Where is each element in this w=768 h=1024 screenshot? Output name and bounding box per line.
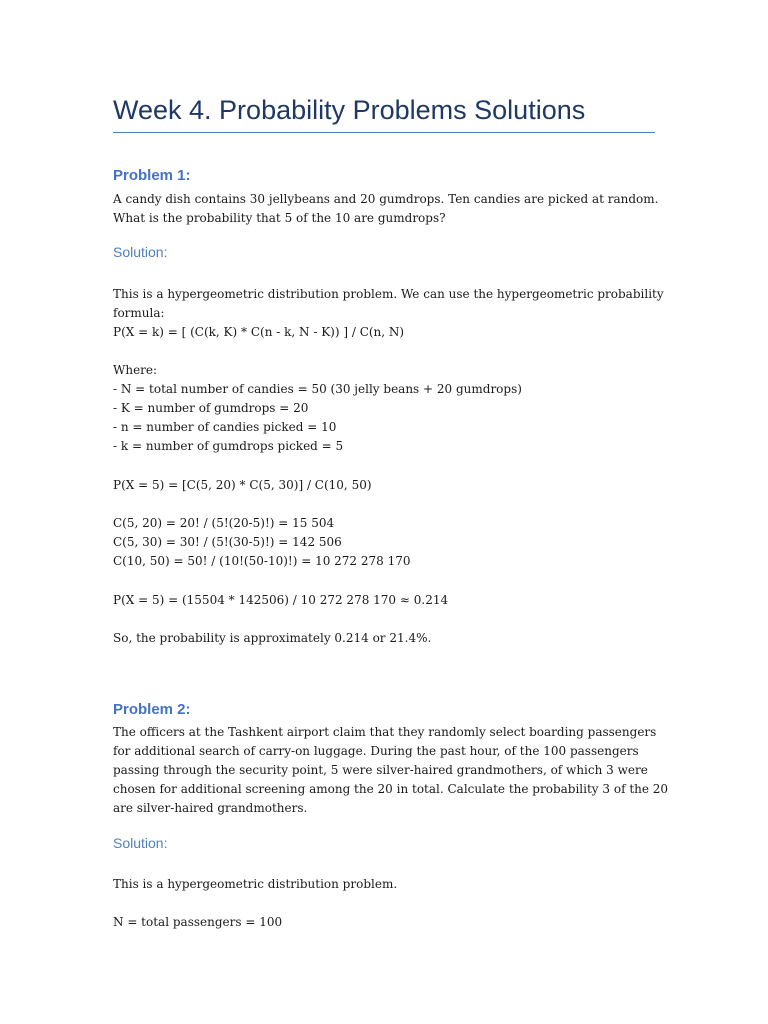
solution-1-line: Where: [113, 363, 158, 377]
problem-2-statement-line: chosen for additional screening among the 20 in total. Calculate the probability 3 of the 20 [113, 782, 669, 796]
problem-2-statement-line: The officers at the Tashkent airport claim that they randomly select boarding passengers [113, 725, 657, 739]
solution-1-list-item: - k = number of gumdrops picked = 5 [113, 439, 344, 453]
problem-1-solution-heading: Solution: [113, 244, 168, 260]
solution-1-list-item: - K = number of gumdrops = 20 [113, 401, 309, 415]
solution-1-line: formula: [113, 306, 165, 320]
document-title: Week 4. Probability Problems Solutions [113, 95, 586, 125]
solution-1-conclusion: So, the probability is approximately 0.214 or 21.4%. [113, 631, 432, 645]
problem-1-statement-line: A candy dish contains 30 jellybeans and 20 gumdrops. Ten candies are picked at random. [113, 192, 659, 206]
solution-1-equation: C(10, 50) = 50! / (10!(50-10)!) = 10 272 278 170 [113, 554, 411, 568]
solution-1-equation: C(5, 30) = 30! / (5!(30-5)!) = 142 506 [113, 535, 342, 549]
solution-1-equation: P(X = 5) = (15504 * 142506) / 10 272 278 170 ≈ 0.214 [113, 593, 449, 607]
solution-1-equation: P(X = 5) = [C(5, 20) * C(5, 30)] / C(10, 50) [113, 478, 372, 492]
solution-1-list-item: - N = total number of candies = 50 (30 jelly beans + 20 gumdrops) [113, 382, 522, 396]
problem-2-heading: Problem 2: [113, 701, 191, 718]
solution-2-line: This is a hypergeometric distribution problem. [113, 877, 398, 891]
solution-1-list-item: - n = number of candies picked = 10 [113, 420, 337, 434]
title-underline [113, 132, 655, 133]
problem-2-statement-line: passing through the security point, 5 were silver-haired grandmothers, of which 3 were [113, 763, 648, 777]
solution-1-equation: C(5, 20) = 20! / (5!(20-5)!) = 15 504 [113, 516, 335, 530]
problem-2-statement-line: are silver-haired grandmothers. [113, 801, 308, 815]
solution-1-line: This is a hypergeometric distribution problem. We can use the hypergeometric probability [113, 287, 664, 301]
problem-2-statement-line: for additional search of carry-on luggage. During the past hour, of the 100 passengers [113, 744, 639, 758]
problem-1-heading: Problem 1: [113, 167, 191, 184]
solution-2-line: N = total passengers = 100 [113, 915, 283, 929]
solution-1-formula: P(X = k) = [ (C(k, K) * C(n - k, N - K)) ] / C(n, N) [113, 325, 405, 339]
problem-1-statement-line: What is the probability that 5 of the 10 are gumdrops? [113, 211, 446, 225]
problem-2-solution-heading: Solution: [113, 835, 168, 851]
